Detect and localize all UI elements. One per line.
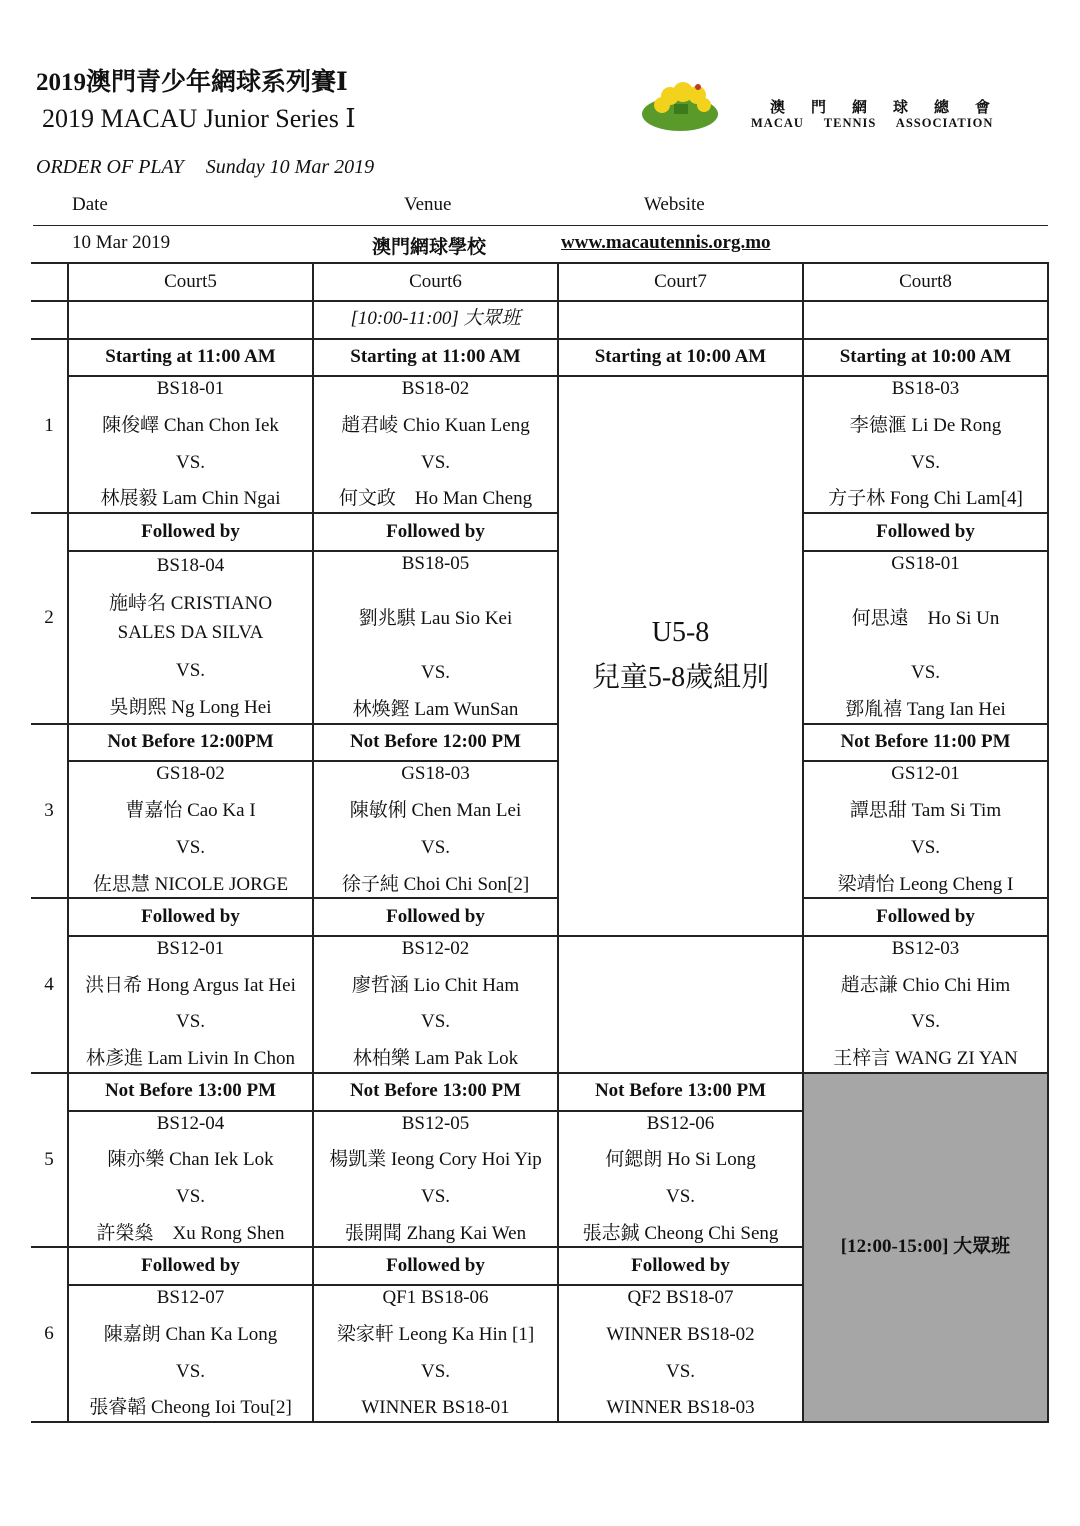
player-two: WINNER BS18-03 bbox=[606, 1397, 755, 1419]
versus-label: VS. bbox=[910, 451, 941, 473]
match-code: GS18-03 bbox=[401, 763, 470, 785]
versus-label: VS. bbox=[665, 1185, 696, 1207]
versus-label: VS. bbox=[910, 662, 941, 684]
association-name-chinese: 澳門網球總會 bbox=[770, 100, 1017, 116]
not-before-time: Not Before 12:00 PM bbox=[313, 724, 558, 762]
versus-label: VS. bbox=[665, 1360, 696, 1382]
followed-by-label: Followed by bbox=[313, 513, 558, 551]
player-one: 洪日希 Hong Argus Iat Hei bbox=[85, 974, 296, 996]
order-of-play-label: ORDER OF PLAY bbox=[36, 156, 184, 178]
start-time: Starting at 10:00 AM bbox=[558, 339, 803, 377]
player-two: 林展毅 Lam Chin Ngai bbox=[100, 488, 281, 510]
match-cell bbox=[313, 936, 558, 1073]
followed-by-label: Followed by bbox=[68, 898, 313, 936]
match-code: GS18-01 bbox=[891, 552, 960, 574]
player-one: 劉兆騏 Lau Sio Kei bbox=[358, 607, 513, 629]
followed-by-label: Followed by bbox=[803, 898, 1048, 936]
match-code: BS12-06 bbox=[646, 1112, 715, 1134]
note-row bbox=[31, 301, 1048, 339]
player-two: 張睿韜 Cheong Ioi Tou[2] bbox=[89, 1397, 292, 1419]
table-row bbox=[31, 1073, 1048, 1111]
not-before-time: Not Before 13:00 PM bbox=[313, 1073, 558, 1111]
player-two: 林彥進 Lam Livin In Chon bbox=[86, 1048, 295, 1070]
player-one: WINNER BS18-02 bbox=[606, 1323, 755, 1345]
match-cell bbox=[313, 551, 558, 724]
not-before-time: Not Before 11:00 PM bbox=[803, 724, 1048, 762]
player-two: 林煥鏗 Lam WunSan bbox=[352, 699, 519, 720]
versus-label: VS. bbox=[420, 662, 451, 684]
court-8-header: Court8 bbox=[803, 263, 1048, 301]
versus-label: VS. bbox=[420, 451, 451, 473]
player-two: 鄧胤禧 Tang Ian Hei bbox=[845, 699, 1006, 720]
match-cell bbox=[803, 551, 1048, 724]
match-cell bbox=[803, 936, 1048, 1073]
followed-by-label: Followed by bbox=[313, 1247, 558, 1285]
venue-label: Venue bbox=[404, 194, 452, 215]
row-number: 3 bbox=[31, 724, 68, 899]
not-before-time: Not Before 13:00 PM bbox=[558, 1073, 803, 1111]
table-row bbox=[31, 898, 1048, 936]
table-row bbox=[31, 513, 1048, 551]
followed-by-label: Followed by bbox=[558, 1247, 803, 1285]
date-value: 10 Mar 2019 bbox=[72, 232, 171, 253]
title-chinese: 2019澳門青少年網球系列賽Ⅰ bbox=[36, 69, 348, 96]
followed-by-label: Followed by bbox=[68, 513, 313, 551]
match-code: BS18-05 bbox=[401, 552, 470, 574]
match-code: BS12-03 bbox=[891, 938, 960, 960]
player-two: 吳朗熙 Ng Long Hei bbox=[109, 697, 272, 719]
player-one: 曹嘉怡 Cao Ka I bbox=[125, 800, 256, 822]
row-number: 1 bbox=[31, 339, 68, 514]
row-number: 2 bbox=[31, 513, 68, 724]
followed-by-label: Followed by bbox=[68, 1247, 313, 1285]
player-one: 何鍶朗 Ho Si Long bbox=[605, 1149, 756, 1171]
age-group-name: 兒童5-8歲組別 bbox=[591, 662, 770, 694]
match-cell bbox=[68, 551, 313, 724]
player-two: WINNER BS18-01 bbox=[361, 1397, 510, 1419]
player-two: 梁靖怡 Leong Cheng I bbox=[837, 873, 1014, 895]
not-before-time: Not Before 13:00 PM bbox=[68, 1073, 313, 1111]
versus-label: VS. bbox=[175, 836, 206, 858]
match-code: BS18-02 bbox=[401, 378, 470, 400]
player-one: 楊凱業 Ieong Cory Hoi Yip bbox=[329, 1149, 542, 1171]
player-two: 張志鋮 Cheong Chi Seng bbox=[582, 1222, 779, 1244]
match-code: GS18-02 bbox=[156, 763, 225, 785]
player-one: 廖哲涵 Lio Chit Ham bbox=[351, 974, 520, 996]
website-link[interactable]: www.macautennis.org.mo bbox=[561, 232, 771, 253]
player-one: 陳敏俐 Chen Man Lei bbox=[349, 800, 522, 822]
player-one: 梁家軒 Leong Ka Hin [1] bbox=[336, 1323, 535, 1345]
match-code: BS18-03 bbox=[891, 378, 960, 400]
versus-label: VS. bbox=[420, 836, 451, 858]
age-group-code: U5-8 bbox=[651, 617, 710, 649]
row-number: 4 bbox=[31, 898, 68, 1073]
match-cell bbox=[68, 1111, 313, 1248]
player-two: 張開聞 Zhang Kai Wen bbox=[344, 1222, 527, 1244]
note-row-num bbox=[31, 301, 68, 339]
player-two: 佐思慧 NICOLE JORGE bbox=[92, 873, 289, 895]
player-two: 何文政 Ho Man Cheng bbox=[338, 488, 533, 510]
player-one: 趙君崚 Chio Kuan Leng bbox=[341, 415, 530, 437]
start-time: Starting at 10:00 AM bbox=[803, 339, 1048, 377]
match-code: QF1 BS18-06 bbox=[382, 1287, 489, 1309]
not-before-time: Not Before 12:00PM bbox=[68, 724, 313, 762]
court-header-row bbox=[31, 263, 1048, 301]
schedule-table bbox=[31, 262, 1049, 1423]
play-day: Sunday 10 Mar 2019 bbox=[205, 156, 375, 178]
court-8-note bbox=[803, 301, 1048, 339]
versus-label: VS. bbox=[175, 1185, 206, 1207]
website-label: Website bbox=[644, 194, 705, 215]
court-5-header: Court5 bbox=[68, 263, 313, 301]
table-row bbox=[31, 339, 1048, 377]
match-code: BS12-05 bbox=[401, 1112, 470, 1134]
court-8-public-class-block: [12:00-15:00] 大眾班 bbox=[803, 1073, 1048, 1422]
followed-by-label: Followed by bbox=[803, 513, 1048, 551]
versus-label: VS. bbox=[420, 1011, 451, 1033]
row-number: 5 bbox=[31, 1073, 68, 1248]
match-code: QF2 BS18-07 bbox=[627, 1287, 734, 1309]
start-time: Starting at 11:00 AM bbox=[68, 339, 313, 377]
versus-label: VS. bbox=[175, 451, 206, 473]
association-logo bbox=[640, 78, 720, 132]
match-code: BS12-01 bbox=[156, 938, 225, 960]
player-two: 方子林 Fong Chi Lam[4] bbox=[828, 488, 1023, 510]
association-name-english: MACAU TENNIS ASSOCIATION bbox=[751, 116, 994, 130]
versus-label: VS. bbox=[910, 836, 941, 858]
row-number: 6 bbox=[31, 1247, 68, 1422]
player-one: 陳亦樂 Chan Iek Lok bbox=[107, 1149, 274, 1171]
table-row bbox=[31, 724, 1048, 762]
match-code: BS12-02 bbox=[401, 938, 470, 960]
match-cell bbox=[313, 376, 558, 513]
match-cell bbox=[68, 376, 313, 513]
court-6-note: [10:00-11:00] 大眾班 bbox=[313, 301, 558, 339]
match-cell bbox=[803, 376, 1048, 513]
match-code: BS18-01 bbox=[156, 378, 225, 400]
versus-label: VS. bbox=[910, 1011, 941, 1033]
player-two: 林柏樂 Lam Pak Lok bbox=[352, 1048, 519, 1070]
versus-label: VS. bbox=[175, 1011, 206, 1033]
player-one: 趙志謙 Chio Chi Him bbox=[840, 974, 1011, 996]
match-cell bbox=[313, 1285, 558, 1422]
versus-label: VS. bbox=[175, 660, 206, 682]
venue-value: 澳門網球學校 bbox=[372, 237, 487, 258]
player-one: 陳嘉朗 Chan Ka Long bbox=[103, 1323, 278, 1345]
match-code: GS12-01 bbox=[891, 763, 960, 785]
match-code: BS12-07 bbox=[156, 1287, 225, 1309]
versus-label: VS. bbox=[175, 1360, 206, 1382]
player-one: 陳俊嶧 Chan Chon Iek bbox=[102, 415, 279, 437]
player-one: 何思遠 Ho Si Un bbox=[851, 607, 1000, 629]
header-divider bbox=[33, 225, 1048, 226]
match-code: BS18-04 bbox=[156, 554, 225, 576]
match-cell bbox=[313, 761, 558, 898]
player-one: 李德滙 Li De Rong bbox=[849, 415, 1002, 437]
date-label: Date bbox=[72, 194, 108, 215]
title-english: 2019 MACAU Junior Series Ⅰ bbox=[42, 104, 356, 133]
court-7-junior-block bbox=[558, 376, 803, 936]
corner-cell bbox=[31, 263, 68, 301]
player-two: 徐子純 Choi Chi Son[2] bbox=[341, 873, 530, 895]
match-cell bbox=[558, 1111, 803, 1248]
versus-label: VS. bbox=[420, 1360, 451, 1382]
match-code: BS12-04 bbox=[156, 1112, 225, 1134]
court-7-note bbox=[558, 301, 803, 339]
court-5-note bbox=[68, 301, 313, 339]
match-cell bbox=[68, 761, 313, 898]
match-cell bbox=[803, 761, 1048, 898]
versus-label: VS. bbox=[420, 1185, 451, 1207]
start-time: Starting at 11:00 AM bbox=[313, 339, 558, 377]
match-cell bbox=[558, 1285, 803, 1422]
player-one: 施峙名 CRISTIANO SALES DA SILVA bbox=[108, 593, 273, 643]
match-cell bbox=[68, 1285, 313, 1422]
followed-by-label: Followed by bbox=[313, 898, 558, 936]
player-two: 王梓言 WANG ZI YAN bbox=[833, 1048, 1018, 1070]
match-cell bbox=[313, 1111, 558, 1248]
match-cell bbox=[68, 936, 313, 1073]
player-one: 譚思甜 Tam Si Tim bbox=[849, 800, 1002, 822]
player-two: 許榮燊 Xu Rong Shen bbox=[96, 1222, 285, 1244]
court-7-header: Court7 bbox=[558, 263, 803, 301]
order-of-play-heading bbox=[36, 156, 374, 179]
court-6-header: Court6 bbox=[313, 263, 558, 301]
